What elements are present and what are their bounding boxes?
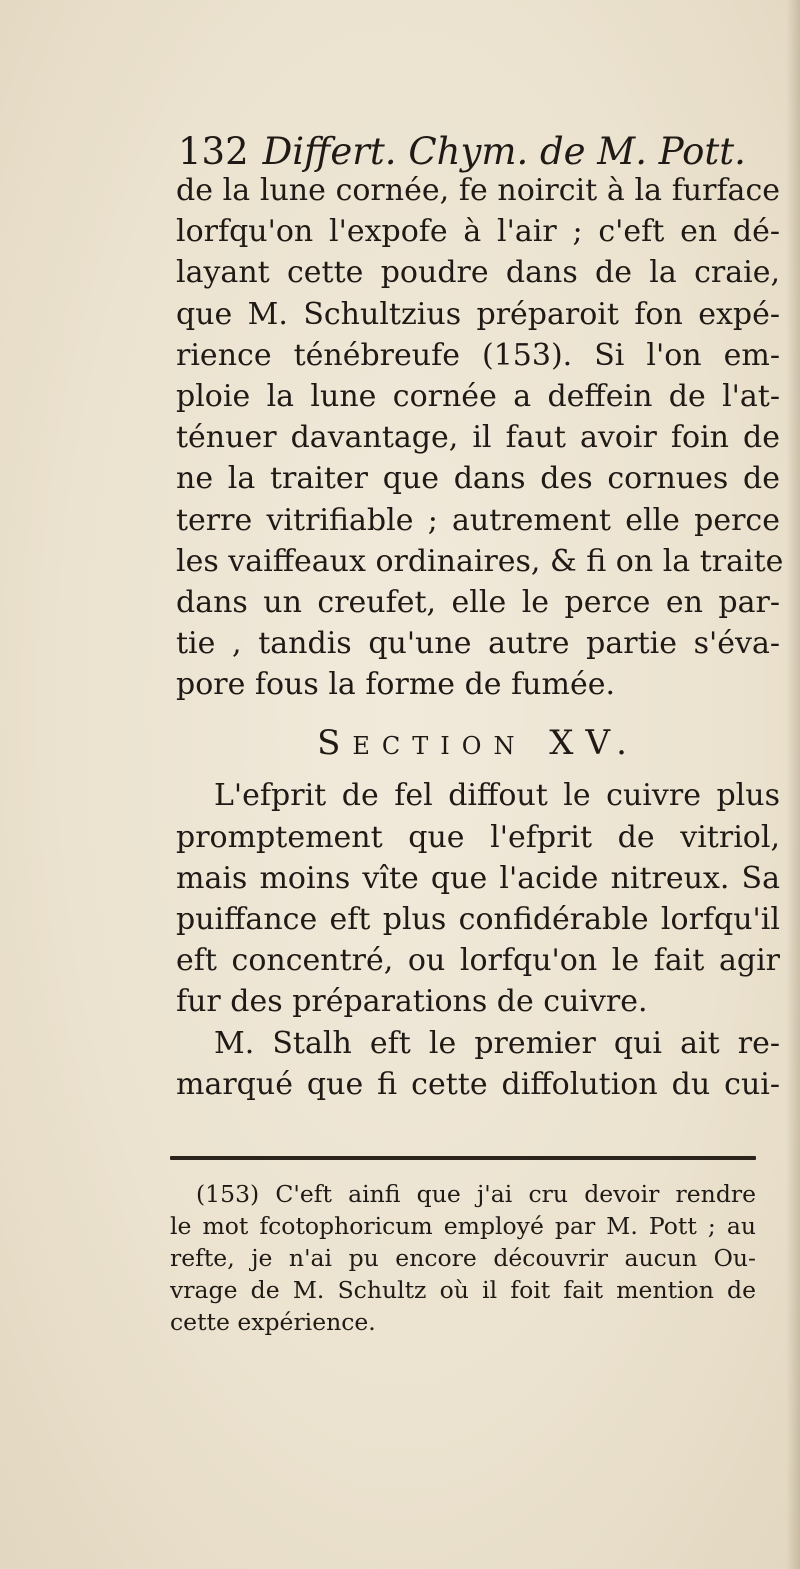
text-line: puiffance eft plus confidérable lorfqu'il — [176, 902, 780, 937]
text-line: que M. Schultzius préparoit fon expé- — [176, 296, 780, 332]
text-line: M. Stalh eft le premier qui ait re- — [214, 1025, 780, 1061]
footnote-line: (153) C'eft ainfi que j'ai cru devoir rendre — [196, 1180, 756, 1208]
text-line: les vaiffeaux ordinaires, & fi on la traite — [176, 543, 784, 579]
page-edge-shadow — [786, 0, 800, 1569]
text-line: lorfqu'on l'expofe à l'air ; c'eft en dé- — [176, 214, 780, 250]
footnote-line: vrage de M. Schultz où il foit fait mention de — [170, 1276, 756, 1304]
text-line: eft concentré, ou lorfqu'on le fait agir — [176, 943, 780, 979]
text-line: de la lune cornée, fe noircit à la furface — [176, 173, 780, 208]
text-line: pore fous la forme de fumée. — [176, 667, 615, 703]
footnote — [170, 1178, 756, 1338]
section-title: Section XV. — [317, 723, 639, 764]
running-head: Differt. Chym. de M. Pott. — [262, 130, 746, 173]
text-line: promptement que l'efprit de vitriol, — [176, 819, 780, 855]
main-text — [176, 170, 784, 1105]
page-header — [178, 128, 746, 176]
footnote-line: refte, je n'ai pu encore découvrir aucun Ou- — [170, 1244, 756, 1272]
text-line: dans un creufet, elle le perce en par- — [176, 584, 780, 620]
text-line: terre vitrifiable ; autrement elle perce — [176, 502, 780, 538]
text-line: ténuer davantage, il faut avoir foin de — [176, 420, 780, 456]
text-line: mais moins vîte que l'acide nitreux. Sa — [176, 860, 780, 896]
text-line: tie , tandis qu'une autre partie s'éva- — [176, 626, 780, 662]
text-line: ne la traiter que dans des cornues de — [176, 461, 780, 497]
footnote-line: le mot fcotophoricum employé par M. Pott ; au — [170, 1212, 756, 1240]
page-number: 132 — [178, 130, 249, 173]
text-line: layant cette poudre dans de la craie, — [176, 255, 780, 291]
text-line: marqué que fi cette diffolution du cui- — [176, 1066, 780, 1102]
text-line: ploie la lune cornée a deffein de l'at- — [176, 378, 780, 414]
footnote-line: cette expérience. — [170, 1308, 376, 1336]
footnote-rule — [170, 1156, 756, 1160]
text-line: L'efprit de fel diffout le cuivre plus — [214, 778, 780, 814]
text-line: fur des préparations de cuivre. — [176, 984, 648, 1020]
text-line: rience ténébreufe (153). Si l'on em- — [176, 337, 780, 373]
